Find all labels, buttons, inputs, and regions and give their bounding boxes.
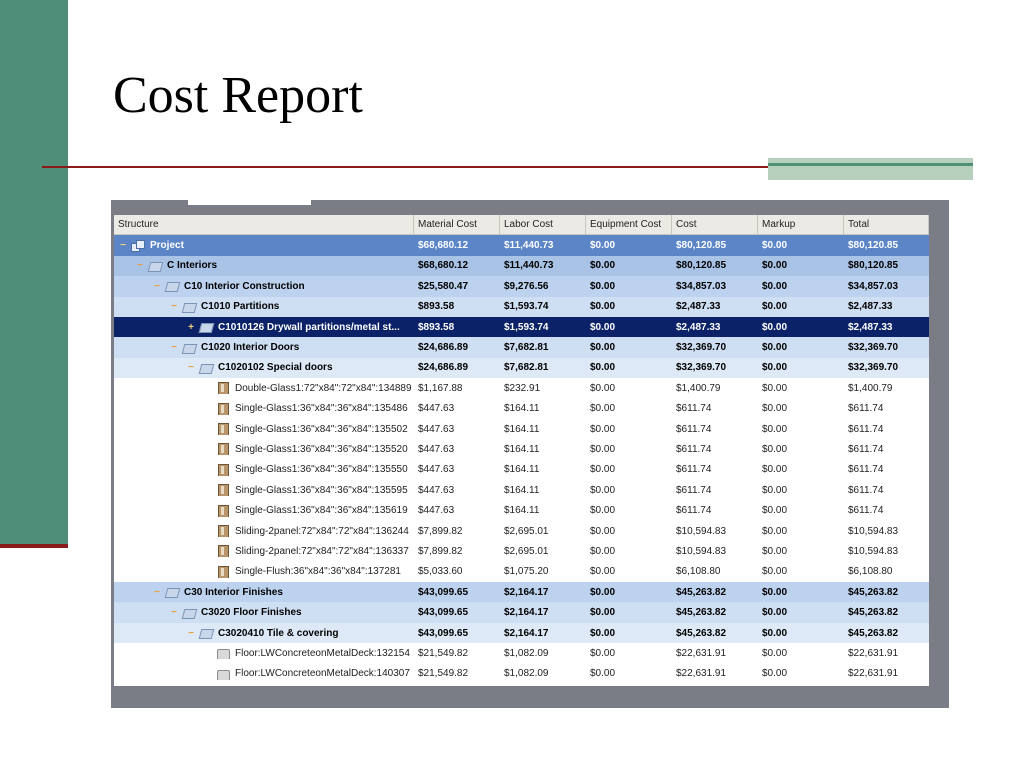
folder-icon: [199, 362, 213, 374]
table-row-group[interactable]: [114, 235, 929, 255]
door-icon: [216, 484, 230, 496]
labor-cost-cell: $9,276.56: [504, 280, 549, 292]
markup-cell: $0.00: [762, 443, 788, 455]
material-cost-cell: $1,167.88: [418, 382, 463, 394]
structure-cell: [114, 525, 414, 537]
labor-cost-cell: $1,593.74: [504, 301, 549, 313]
material-cost-cell: $68,680.12: [418, 260, 469, 272]
cost-cell: $10,594.83: [676, 545, 727, 557]
column-header-labor-cost[interactable]: Labor Cost: [500, 215, 586, 234]
structure-label: Single-Glass1:36"x84":36"x84":135486: [235, 403, 408, 415]
table-row-item[interactable]: [114, 541, 929, 561]
table-row-group[interactable]: [114, 317, 929, 337]
door-icon: [216, 525, 230, 537]
table-row-item[interactable]: [114, 562, 929, 582]
total-cell: $45,263.82: [848, 607, 899, 619]
equipment-cost-cell: $0.00: [590, 240, 616, 252]
cost-cell: $22,631.91: [676, 647, 727, 659]
table-row-item[interactable]: [114, 521, 929, 541]
structure-label: Single-Glass1:36"x84":36"x84":135550: [235, 464, 408, 476]
total-cell: $611.74: [848, 505, 884, 517]
door-icon: [216, 505, 230, 517]
door-icon: [216, 464, 230, 476]
structure-cell: [114, 464, 414, 476]
equipment-cost-cell: $0.00: [590, 321, 616, 333]
equipment-cost-cell: $0.00: [590, 627, 616, 639]
total-cell: $45,263.82: [848, 586, 899, 598]
folder-icon: [165, 280, 179, 292]
folder-icon: [199, 321, 213, 333]
expand-toggle[interactable]: +: [188, 321, 194, 333]
slide-title: Cost Report: [113, 67, 363, 124]
structure-label: Single-Glass1:36"x84":36"x84":135619: [235, 505, 408, 517]
equipment-cost-cell: $0.00: [590, 342, 616, 354]
table-row-group[interactable]: [114, 276, 929, 296]
structure-cell: [114, 240, 414, 252]
material-cost-cell: $447.63: [418, 505, 455, 517]
markup-cell: $0.00: [762, 647, 788, 659]
markup-cell: $0.00: [762, 260, 788, 272]
material-cost-cell: $43,099.65: [418, 607, 469, 619]
column-header-markup[interactable]: Markup: [758, 215, 844, 234]
labor-cost-cell: $164.11: [504, 403, 540, 415]
total-cell: $10,594.83: [848, 525, 899, 537]
structure-label: Floor:LWConcreteonMetalDeck:140307: [235, 668, 410, 680]
labor-cost-cell: $1,082.09: [504, 668, 549, 680]
cost-cell: $2,487.33: [676, 301, 721, 313]
labor-cost-cell: $1,082.09: [504, 647, 549, 659]
equipment-cost-cell: $0.00: [590, 423, 616, 435]
total-cell: $6,108.80: [848, 566, 893, 578]
cost-cell: $10,594.83: [676, 525, 727, 537]
table-row-item[interactable]: [114, 419, 929, 439]
cost-cell: $32,369.70: [676, 362, 727, 374]
equipment-cost-cell: $0.00: [590, 647, 616, 659]
project-icon: [131, 240, 145, 252]
grid-header: [114, 215, 929, 235]
structure-cell: [114, 362, 414, 374]
cost-cell: $611.74: [676, 443, 712, 455]
material-cost-cell: $893.58: [418, 301, 455, 313]
markup-cell: $0.00: [762, 382, 788, 394]
equipment-cost-cell: $0.00: [590, 280, 616, 292]
table-row-item[interactable]: [114, 500, 929, 520]
labor-cost-cell: $232.91: [504, 382, 541, 394]
total-cell: $611.74: [848, 484, 884, 496]
total-cell: $611.74: [848, 423, 884, 435]
structure-cell: [114, 545, 414, 557]
labor-cost-cell: $2,695.01: [504, 525, 549, 537]
labor-cost-cell: $7,682.81: [504, 342, 549, 354]
collapse-toggle[interactable]: −: [154, 280, 160, 292]
markup-cell: $0.00: [762, 464, 788, 476]
markup-cell: $0.00: [762, 301, 788, 313]
markup-cell: $0.00: [762, 566, 788, 578]
material-cost-cell: $893.58: [418, 321, 455, 333]
folder-icon: [182, 342, 196, 354]
table-row-group[interactable]: [114, 256, 929, 276]
cost-cell: $80,120.85: [676, 260, 727, 272]
total-cell: $32,369.70: [848, 342, 899, 354]
cost-cell: $2,487.33: [676, 321, 721, 333]
left-accent-bar: [0, 0, 68, 548]
markup-cell: $0.00: [762, 362, 788, 374]
cost-cell: $45,263.82: [676, 607, 727, 619]
cost-report-window: [111, 200, 949, 708]
equipment-cost-cell: $0.00: [590, 545, 616, 557]
material-cost-cell: $24,686.89: [418, 362, 469, 374]
equipment-cost-cell: $0.00: [590, 403, 616, 415]
equipment-cost-cell: $0.00: [590, 443, 616, 455]
equipment-cost-cell: $0.00: [590, 566, 616, 578]
table-row-group[interactable]: [114, 297, 929, 317]
structure-cell: [114, 668, 414, 680]
door-icon: [216, 382, 230, 394]
door-icon: [216, 443, 230, 455]
cost-cell: $6,108.80: [676, 566, 721, 578]
equipment-cost-cell: $0.00: [590, 525, 616, 537]
cost-cell: $80,120.85: [676, 240, 727, 252]
structure-cell: [114, 443, 414, 455]
floor-icon: [216, 647, 230, 659]
cost-cell: $45,263.82: [676, 627, 727, 639]
markup-cell: $0.00: [762, 403, 788, 415]
material-cost-cell: $7,899.82: [418, 545, 463, 557]
material-cost-cell: $43,099.65: [418, 627, 469, 639]
markup-cell: $0.00: [762, 668, 788, 680]
markup-cell: $0.00: [762, 607, 788, 619]
labor-cost-cell: $1,593.74: [504, 321, 549, 333]
equipment-cost-cell: $0.00: [590, 607, 616, 619]
structure-cell: [114, 403, 414, 415]
title-accent-line: [768, 163, 973, 166]
structure-label: Floor:LWConcreteonMetalDeck:132154: [235, 647, 410, 659]
grid-body: [114, 235, 929, 684]
structure-cell: [114, 607, 414, 619]
equipment-cost-cell: $0.00: [590, 301, 616, 313]
total-cell: $611.74: [848, 443, 884, 455]
material-cost-cell: $5,033.60: [418, 566, 463, 578]
total-cell: $80,120.85: [848, 240, 899, 252]
structure-label: C1010 Partitions: [201, 301, 280, 313]
cost-cell: $611.74: [676, 423, 712, 435]
door-icon: [216, 545, 230, 557]
equipment-cost-cell: $0.00: [590, 362, 616, 374]
table-row-group[interactable]: [114, 623, 929, 643]
column-header-structure[interactable]: Structure: [114, 215, 414, 234]
table-row-group[interactable]: [114, 602, 929, 622]
folder-icon: [148, 260, 162, 272]
total-cell: $10,594.83: [848, 545, 899, 557]
markup-cell: $0.00: [762, 505, 788, 517]
equipment-cost-cell: $0.00: [590, 668, 616, 680]
structure-label: Single-Glass1:36"x84":36"x84":135520: [235, 443, 408, 455]
total-cell: $22,631.91: [848, 647, 899, 659]
labor-cost-cell: $7,682.81: [504, 362, 549, 374]
material-cost-cell: $68,680.12: [418, 240, 469, 252]
structure-cell: [114, 484, 414, 496]
column-header-material-cost[interactable]: Material Cost: [414, 215, 500, 234]
report-tab: [188, 200, 311, 205]
material-cost-cell: $21,549.82: [418, 668, 469, 680]
floor-icon: [216, 668, 230, 680]
structure-cell: [114, 301, 414, 313]
material-cost-cell: $447.63: [418, 443, 455, 455]
material-cost-cell: $447.63: [418, 464, 455, 476]
collapse-toggle[interactable]: −: [171, 607, 177, 619]
structure-label: Single-Glass1:36"x84":36"x84":135502: [235, 423, 408, 435]
cost-cell: $611.74: [676, 484, 712, 496]
structure-label: Single-Flush:36"x84":36"x84":137281: [235, 566, 401, 578]
labor-cost-cell: $2,164.17: [504, 627, 549, 639]
material-cost-cell: $25,580.47: [418, 280, 469, 292]
structure-cell: [114, 505, 414, 517]
left-accent-rule: [0, 544, 68, 548]
structure-cell: [114, 260, 414, 272]
folder-icon: [165, 586, 179, 598]
table-row-item[interactable]: [114, 399, 929, 419]
total-cell: $80,120.85: [848, 260, 899, 272]
structure-label: Single-Glass1:36"x84":36"x84":135595: [235, 484, 408, 496]
folder-icon: [199, 627, 213, 639]
equipment-cost-cell: $0.00: [590, 586, 616, 598]
structure-label: Sliding-2panel:72"x84":72"x84":136337: [235, 545, 409, 557]
markup-cell: $0.00: [762, 545, 788, 557]
cost-cell: $611.74: [676, 464, 712, 476]
title-accent-block: [768, 158, 973, 180]
material-cost-cell: $447.63: [418, 423, 455, 435]
markup-cell: $0.00: [762, 423, 788, 435]
structure-cell: [114, 627, 414, 639]
structure-label: C10 Interior Construction: [184, 280, 305, 292]
labor-cost-cell: $2,164.17: [504, 607, 549, 619]
cost-cell: $34,857.03: [676, 280, 727, 292]
door-icon: [216, 423, 230, 435]
structure-label: C1010126 Drywall partitions/metal st...: [218, 321, 400, 333]
labor-cost-cell: $1,075.20: [504, 566, 549, 578]
table-row-item[interactable]: [114, 643, 929, 663]
markup-cell: $0.00: [762, 525, 788, 537]
structure-cell: [114, 342, 414, 354]
labor-cost-cell: $164.11: [504, 464, 540, 476]
total-cell: $32,369.70: [848, 362, 899, 374]
total-cell: $611.74: [848, 403, 884, 415]
collapse-toggle[interactable]: −: [171, 301, 177, 313]
door-icon: [216, 566, 230, 578]
markup-cell: $0.00: [762, 342, 788, 354]
structure-cell: [114, 423, 414, 435]
table-row-item[interactable]: [114, 378, 929, 398]
structure-label: C3020410 Tile & covering: [218, 627, 339, 639]
labor-cost-cell: $164.11: [504, 423, 540, 435]
equipment-cost-cell: $0.00: [590, 260, 616, 272]
cost-tree-grid: [114, 215, 929, 686]
structure-cell: [114, 586, 414, 598]
labor-cost-cell: $2,164.17: [504, 586, 549, 598]
equipment-cost-cell: $0.00: [590, 505, 616, 517]
material-cost-cell: $21,549.82: [418, 647, 469, 659]
markup-cell: $0.00: [762, 240, 788, 252]
table-row-group[interactable]: [114, 582, 929, 602]
total-cell: $22,631.91: [848, 668, 899, 680]
material-cost-cell: $24,686.89: [418, 342, 469, 354]
total-cell: $611.74: [848, 464, 884, 476]
cost-cell: $32,369.70: [676, 342, 727, 354]
structure-cell: [114, 280, 414, 292]
markup-cell: $0.00: [762, 627, 788, 639]
folder-icon: [182, 301, 196, 313]
structure-label: C3020 Floor Finishes: [201, 607, 302, 619]
cost-cell: $611.74: [676, 403, 712, 415]
markup-cell: $0.00: [762, 484, 788, 496]
column-header-total[interactable]: Total: [844, 215, 929, 234]
labor-cost-cell: $164.11: [504, 505, 540, 517]
collapse-toggle[interactable]: −: [154, 586, 160, 598]
structure-cell: [114, 382, 414, 394]
door-icon: [216, 403, 230, 415]
structure-label: C1020 Interior Doors: [201, 342, 300, 354]
cost-cell: $45,263.82: [676, 586, 727, 598]
structure-cell: [114, 647, 414, 659]
total-cell: $2,487.33: [848, 301, 893, 313]
structure-label: Sliding-2panel:72"x84":72"x84":136244: [235, 525, 409, 537]
structure-label: C Interiors: [167, 260, 218, 272]
structure-label: Double-Glass1:72"x84":72"x84":134889: [235, 382, 412, 394]
equipment-cost-cell: $0.00: [590, 464, 616, 476]
total-cell: $1,400.79: [848, 382, 893, 394]
table-row-group[interactable]: [114, 358, 929, 378]
total-cell: $2,487.33: [848, 321, 893, 333]
table-row-group[interactable]: [114, 337, 929, 357]
markup-cell: $0.00: [762, 321, 788, 333]
table-row-item[interactable]: [114, 480, 929, 500]
structure-cell: [114, 566, 414, 578]
equipment-cost-cell: $0.00: [590, 382, 616, 394]
structure-label: C1020102 Special doors: [218, 362, 333, 374]
cost-cell: $611.74: [676, 505, 712, 517]
collapse-toggle[interactable]: −: [188, 627, 194, 639]
material-cost-cell: $447.63: [418, 403, 455, 415]
structure-label: Project: [150, 240, 184, 252]
collapse-toggle[interactable]: −: [171, 342, 177, 354]
title-divider: [42, 166, 800, 168]
material-cost-cell: $7,899.82: [418, 525, 463, 537]
total-cell: $45,263.82: [848, 627, 899, 639]
cost-cell: $1,400.79: [676, 382, 721, 394]
collapse-toggle[interactable]: −: [188, 362, 194, 374]
material-cost-cell: $447.63: [418, 484, 455, 496]
labor-cost-cell: $11,440.73: [504, 260, 554, 272]
folder-icon: [182, 607, 196, 619]
table-row-item[interactable]: [114, 460, 929, 480]
material-cost-cell: $43,099.65: [418, 586, 469, 598]
labor-cost-cell: $2,695.01: [504, 545, 549, 557]
equipment-cost-cell: $0.00: [590, 484, 616, 496]
markup-cell: $0.00: [762, 586, 788, 598]
column-header-cost[interactable]: Cost: [672, 215, 758, 234]
structure-label: C30 Interior Finishes: [184, 586, 283, 598]
labor-cost-cell: $11,440.73: [504, 240, 554, 252]
column-header-equipment-cost[interactable]: Equipment Cost: [586, 215, 672, 234]
labor-cost-cell: $164.11: [504, 443, 540, 455]
total-cell: $34,857.03: [848, 280, 899, 292]
labor-cost-cell: $164.11: [504, 484, 540, 496]
table-row-item[interactable]: [114, 664, 929, 684]
collapse-toggle[interactable]: −: [137, 260, 143, 272]
cost-cell: $22,631.91: [676, 668, 727, 680]
structure-cell: [114, 321, 414, 333]
markup-cell: $0.00: [762, 280, 788, 292]
table-row-item[interactable]: [114, 439, 929, 459]
collapse-toggle[interactable]: −: [120, 240, 126, 252]
